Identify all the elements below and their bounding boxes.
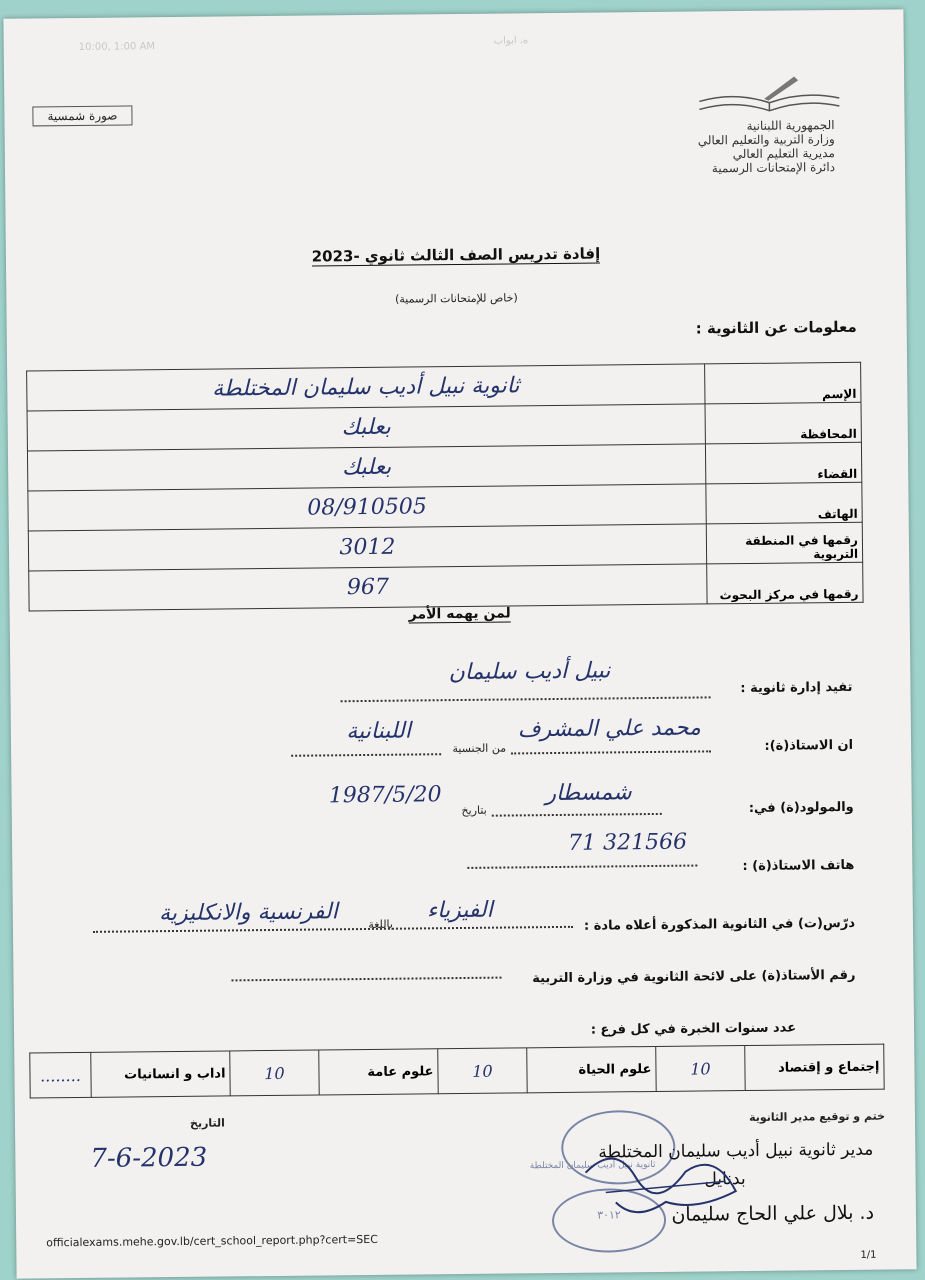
signature-label: ختم و توقيع مدير الثانوية xyxy=(748,1109,886,1124)
footer-date-label: التاريخ xyxy=(189,1116,225,1130)
concern-text: لمن يهمه الأمر xyxy=(408,605,511,623)
branch-name: إجتماع و إقتصاد xyxy=(745,1044,884,1090)
row-value: 08/910505 xyxy=(28,484,706,531)
birth-place: شمسطار xyxy=(545,780,632,807)
experience-table xyxy=(29,1044,884,1099)
teacher-phone-label: هاتف الاستاذ(ة) : xyxy=(742,857,855,875)
ministry-header xyxy=(635,118,836,176)
branch-name: علوم عامة xyxy=(319,1049,438,1095)
principal-place: بدنايل xyxy=(704,1169,746,1190)
branch-name: علوم الحياة xyxy=(527,1046,656,1092)
experience-label: عدد سنوات الخبرة في كل فرع : xyxy=(590,1020,797,1038)
branch-years: ........ xyxy=(30,1052,91,1098)
birth-date: 1987/5/20 xyxy=(328,782,442,809)
nationality-dotted-line xyxy=(291,752,441,757)
admin-value: نبيل أديب سليمان xyxy=(448,658,611,686)
principal-name: د. بلال علي الحاج سليمان xyxy=(671,1201,875,1226)
faint-timestamp: 10:00, 1:00 AM xyxy=(78,41,156,53)
row-label: المحافظة xyxy=(705,402,861,444)
principal-title: مدير ثانوية نبيل أديب سليمان المختلطة xyxy=(598,1139,874,1163)
row-label: رقمها في المنطقة التربوية xyxy=(706,522,862,564)
teacher-dotted-line xyxy=(511,749,711,754)
signature-scribble-icon xyxy=(575,1131,756,1243)
document-subtitle: (خاص للإمتحانات الرسمية) xyxy=(394,291,518,306)
row-value: 3012 xyxy=(28,524,706,571)
ministry-logo-icon xyxy=(694,70,845,122)
teacher-id-label: رقم الأستاذ(ة) على لائحة الثانوية في وزارة التربية xyxy=(532,967,856,987)
admin-dotted-line xyxy=(341,695,711,702)
row-value: بعلبك xyxy=(27,404,705,451)
stamp-number: ٣٠١٢ xyxy=(597,1208,621,1222)
source-url: officialexams.mehe.gov.lb/cert_school_report.php?cert=SEC xyxy=(46,1232,378,1250)
school-section-heading: معلومات عن الثانوية : xyxy=(695,317,857,338)
row-value: 967 xyxy=(29,564,707,611)
row-value: بعلبك xyxy=(27,444,705,491)
document-title xyxy=(6,241,906,268)
certificate-page xyxy=(3,9,916,1278)
birthplace-dotted-line xyxy=(492,812,662,817)
table-row xyxy=(30,1044,884,1098)
teacher-label: ان الاستاذ(ة): xyxy=(764,737,854,754)
school-info-table xyxy=(26,362,863,612)
teacher-name: محمد علي المشرف xyxy=(517,715,702,743)
nationality-label: من الجنسية xyxy=(452,741,507,756)
ministry-line-2: وزارة التربية والتعليم العالي xyxy=(697,132,835,148)
language-value: الفرنسية والانكليزية xyxy=(158,899,338,927)
ministry-line-4: دائرة الإمتحانات الرسمية xyxy=(711,160,836,176)
nationality-value: اللبنانية xyxy=(346,718,412,745)
page-number: 1/1 xyxy=(860,1249,877,1261)
admin-label: تفيد إدارة ثانوية : xyxy=(740,679,853,697)
teacher-phone: 71 321566 xyxy=(567,829,688,856)
row-label: الإسم xyxy=(705,362,861,404)
stamp-text: ثانوية نبيل أديب سليمان المختلطة xyxy=(529,1159,656,1172)
row-value: ثانوية نبيل أديب سليمان المختلطة xyxy=(27,364,705,411)
taught-label: درّس(ت) في الثانوية المذكورة أعلاه مادة : xyxy=(583,915,856,934)
faint-header-text: ه، ابواب xyxy=(493,35,529,47)
row-label: رقمها في مركز البحوث xyxy=(707,562,863,604)
date-label: بتاريخ xyxy=(461,803,487,817)
subject-value: الفيزياء xyxy=(426,897,493,924)
title-text: إفادة تدريس الصف الثالث ثانوي -2023 xyxy=(311,244,601,266)
branch-years: 10 xyxy=(438,1048,527,1094)
born-label: والمولود(ة) في: xyxy=(748,799,854,816)
language-label: باللغة xyxy=(368,917,393,931)
branch-years: 10 xyxy=(230,1050,319,1096)
ministry-line-1: الجمهورية اللبنانية xyxy=(746,118,835,133)
branch-years: 10 xyxy=(656,1046,745,1092)
teacher-id-dotted-line xyxy=(231,976,501,982)
footer-date-value: 7-6-2023 xyxy=(90,1142,208,1174)
row-label: الهاتف xyxy=(706,482,862,524)
row-label: القضاء xyxy=(705,442,861,484)
phone-dotted-line xyxy=(467,864,697,869)
ministry-line-3: مديرية التعليم العالي xyxy=(732,146,835,162)
branch-name: اداب و انسانيات xyxy=(91,1051,230,1097)
photo-box: صورة شمسية xyxy=(32,105,132,126)
